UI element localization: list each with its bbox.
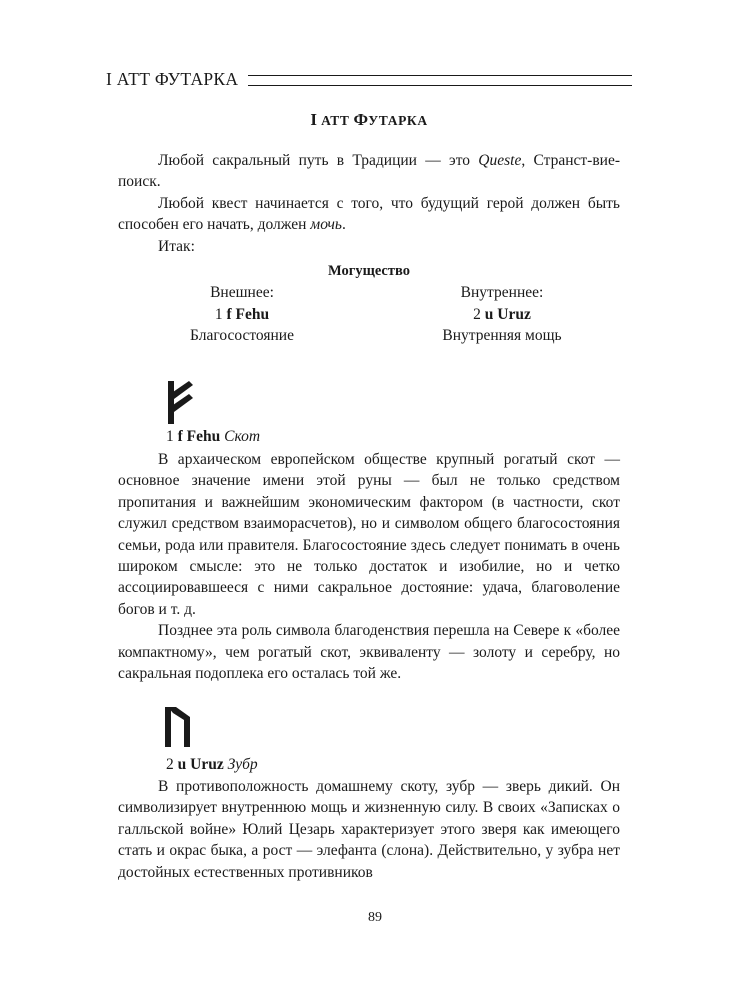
power-internal-meaning: Внутренняя мощь [442, 327, 562, 345]
power-internal-label: Внутреннее: [460, 284, 544, 302]
uruz-paragraph-1: В противоположность домашнему скоту, зубр — зверь дикий. Он символизирует внутреннюю мощь и жизненную силу. В своих «Записках о галльской войне» Юлий Цезарь характеризует этого зверя как имеющего стать и окрас быка, а рост — элефанта (слона). Действительно, у зубра нет достойных естественных противников [118, 778, 620, 881]
header-double-rule [248, 75, 632, 86]
power-internal-rune [372, 304, 632, 325]
intro-p2-text-b: . [342, 216, 346, 234]
power-column-external [112, 282, 372, 346]
intro-p1-text-a: Любой сакральный путь в Традиции — это [158, 152, 479, 169]
intro-paragraph-3: Итак: [158, 237, 195, 255]
uruz-rune-icon [162, 705, 194, 749]
fehu-text [118, 449, 620, 684]
fehu-rune-icon [162, 378, 196, 426]
uruz-name: u Uruz [177, 756, 224, 773]
fehu-translation: Скот [220, 428, 261, 445]
power-external-label: Внешнее: [210, 284, 274, 302]
running-title: I АТТ ФУТАРКА [106, 68, 239, 89]
fehu-name: f Fehu [177, 428, 221, 445]
running-header [106, 66, 632, 92]
page-number: 89 [368, 910, 382, 925]
uruz-translation: Зубр [223, 756, 258, 773]
power-table [118, 261, 620, 347]
fehu-paragraph-2: Позднее эта роль символа благоденствия перешла на Севере к «более компактному», чем рогатый скот, эквиваленту — золоту и серебру, но сакральная подоплека его осталась той же. [118, 622, 620, 683]
uruz-title [166, 756, 258, 774]
chapter-title-rest: УТАРКА [368, 113, 428, 128]
chapter-title [106, 110, 632, 130]
chapter-title-att: АТТ [317, 113, 354, 128]
intro-paragraph-1 [118, 150, 620, 193]
power-external-rune [112, 304, 372, 325]
chapter-title-numeral: I [310, 110, 318, 129]
power-internal-num: 2 [473, 305, 485, 323]
power-external-rune-name: f Fehu [226, 305, 270, 323]
power-external-meaning: Благосостояние [190, 327, 294, 345]
intro-p2-italic: мочь [310, 216, 342, 234]
intro-text [118, 150, 620, 257]
intro-paragraph-2 [118, 193, 620, 236]
fehu-number: 1 [166, 428, 178, 445]
intro-p2-text-a: Любой квест начинается с того, что будущий герой должен быть способен его начать, должен [118, 194, 620, 234]
power-internal-rune-name: u Uruz [484, 305, 531, 323]
power-heading: Могущество [328, 263, 410, 279]
power-external-num: 1 [214, 305, 227, 323]
uruz-number: 2 [166, 756, 178, 773]
chapter-title-cap: Ф [353, 110, 369, 129]
fehu-title [166, 428, 260, 446]
power-column-internal [372, 282, 632, 346]
fehu-paragraph-1: В архаическом европейском обществе крупный рогатый скот — основное значение имени этой руны — был не только средством пропитания и важнейшим экономическим фактором (в частности, скот служил средством взаиморасчетов), но и символом общего благосостояния семьи, рода или правителя. Благосостояние здесь следует понимать в очень широком смысле: это не только достаток и изобилие, но и четко ассоциировавшееся с ними сакральное достояние: удача, благоволение богов и т. д. [118, 451, 620, 618]
intro-p1-text-b: , Странст-вие-поиск. [118, 152, 620, 191]
uruz-text [118, 776, 620, 883]
intro-p1-italic: Queste [478, 152, 522, 169]
